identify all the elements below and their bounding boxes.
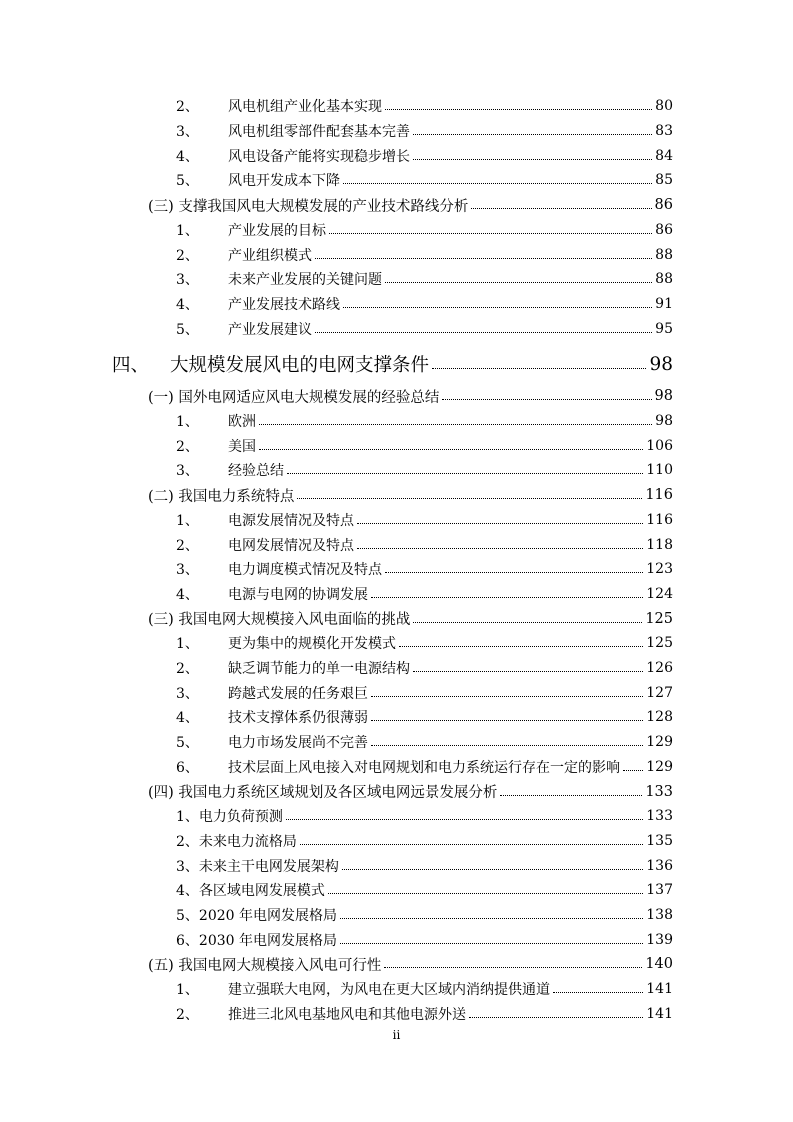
toc-section-entry[interactable] bbox=[146, 952, 673, 977]
toc-entry-number: 4、 bbox=[176, 296, 199, 313]
toc-entry-page: 133 bbox=[645, 783, 673, 800]
toc-entry-title: (三) 支撑我国风电大规模发展的产业技术路线分析 bbox=[148, 198, 469, 215]
dot-leader bbox=[259, 448, 643, 450]
toc-entry[interactable] bbox=[146, 853, 673, 878]
toc-entry[interactable] bbox=[146, 977, 673, 1002]
toc-entry[interactable] bbox=[146, 242, 673, 267]
toc-entry[interactable] bbox=[146, 631, 673, 656]
dot-leader bbox=[399, 645, 643, 647]
toc-entry-title: 缺乏调节能力的单一电源结构 bbox=[228, 661, 410, 678]
toc-entry-number: 3、 bbox=[176, 685, 199, 702]
toc-entry[interactable] bbox=[146, 557, 673, 582]
toc-entry-title: 电力调度模式情况及特点 bbox=[228, 562, 382, 579]
toc-entry-number: 2、 bbox=[176, 247, 199, 264]
toc-entry-page: 88 bbox=[655, 271, 673, 288]
toc-entry-title: 产业组织模式 bbox=[228, 247, 312, 264]
dot-leader bbox=[259, 423, 652, 425]
toc-entry-title: 风电机组零部件配套基本完善 bbox=[228, 124, 410, 141]
dot-leader bbox=[385, 108, 652, 110]
toc-entry-page: 125 bbox=[646, 635, 673, 652]
toc-entry[interactable] bbox=[146, 94, 673, 119]
toc-entry[interactable] bbox=[146, 582, 673, 607]
toc-entry-number: 1、 bbox=[176, 512, 199, 529]
page-number: ii bbox=[392, 1028, 401, 1042]
toc-entry[interactable] bbox=[146, 292, 673, 317]
toc-entry-title: 欧洲 bbox=[228, 414, 256, 431]
toc-entry-title: 1、电力负荷预测 bbox=[176, 809, 283, 826]
toc-entry-number: 2、 bbox=[176, 438, 199, 455]
dot-leader bbox=[315, 331, 652, 333]
toc-entry[interactable] bbox=[146, 409, 673, 434]
dot-leader bbox=[371, 744, 643, 746]
toc-entry-page: 135 bbox=[646, 832, 673, 849]
toc-entry-title: (三) 我国电网大规模接入风电面临的挑战 bbox=[148, 612, 411, 629]
dot-leader bbox=[300, 843, 643, 845]
toc-entry[interactable] bbox=[146, 143, 673, 168]
toc-entry-page: 95 bbox=[655, 320, 673, 337]
toc-entry[interactable] bbox=[146, 267, 673, 292]
toc-chapter-entry[interactable] bbox=[112, 350, 673, 378]
toc-entry-number: 5、 bbox=[176, 321, 199, 338]
toc-entry-title: 电力市场发展尚不完善 bbox=[228, 735, 368, 752]
toc-entry-page: 127 bbox=[646, 684, 673, 701]
toc-entry-page: 139 bbox=[646, 931, 673, 948]
toc-entry[interactable] bbox=[146, 804, 673, 829]
toc-entry-title: 推进三北风电基地风电和其他电源外送 bbox=[228, 1006, 466, 1023]
toc-entry[interactable] bbox=[146, 903, 673, 928]
toc-entry-number: 3、 bbox=[176, 463, 199, 480]
toc-entry-page: 80 bbox=[655, 98, 673, 115]
toc-entry-title: 电源发展情况及特点 bbox=[228, 512, 354, 529]
toc-entry-title: 6、2030 年电网发展格局 bbox=[176, 932, 337, 949]
toc-entry-title: 更为集中的规模化开发模式 bbox=[228, 636, 396, 653]
toc-entry-page: 98 bbox=[655, 413, 673, 430]
toc-entry-title: (五) 我国电网大规模接入风电可行性 bbox=[148, 957, 382, 974]
toc-section-entry[interactable] bbox=[146, 483, 673, 508]
toc-entry[interactable] bbox=[146, 316, 673, 341]
toc-entry-title: 建立强联大电网，为风电在更大区域内消纳提供通道 bbox=[228, 982, 550, 999]
toc-section-entry[interactable] bbox=[146, 606, 673, 631]
toc-entry-title: 产业发展建议 bbox=[228, 321, 312, 338]
toc-entry-number: 1、 bbox=[176, 222, 199, 239]
dot-leader bbox=[413, 158, 652, 160]
toc-entry-title: 风电开发成本下降 bbox=[228, 173, 340, 190]
toc-entry[interactable] bbox=[146, 1002, 673, 1027]
toc-entry-number: 3、 bbox=[176, 272, 199, 289]
dot-leader bbox=[297, 497, 642, 499]
toc-entry-page: 98 bbox=[649, 353, 673, 375]
toc-entry-title: 5、2020 年电网发展格局 bbox=[176, 908, 337, 925]
dot-leader bbox=[343, 182, 652, 184]
toc-entry-number: 2、 bbox=[176, 99, 199, 116]
dot-leader bbox=[371, 596, 643, 598]
toc-entry-number: 4、 bbox=[176, 586, 199, 603]
toc-chapter-title: 大规模发展风电的电网支撑条件 bbox=[170, 355, 430, 376]
dot-leader bbox=[315, 257, 652, 259]
toc-entry-page: 110 bbox=[646, 462, 673, 479]
toc-entry-page: 86 bbox=[655, 221, 673, 238]
dot-leader bbox=[287, 472, 643, 474]
toc-entry-title: 风电设备产能将实现稳步增长 bbox=[228, 148, 410, 165]
toc-entry-page: 106 bbox=[646, 437, 673, 454]
toc-entry[interactable] bbox=[146, 680, 673, 705]
toc-entry-number: 4、 bbox=[176, 148, 199, 165]
toc-entry-page: 123 bbox=[646, 561, 673, 578]
toc-entry-title: 技术层面上风电接入对电网规划和电力系统运行存在一定的影响 bbox=[228, 759, 620, 776]
toc-entry[interactable] bbox=[146, 730, 673, 755]
toc-entry-page: 126 bbox=[646, 660, 673, 677]
toc-section-entry[interactable] bbox=[146, 779, 673, 804]
toc-entry-number: 6、 bbox=[176, 759, 199, 776]
toc-entry-number: 3、 bbox=[176, 124, 199, 141]
toc-entry-number: 2、 bbox=[176, 537, 199, 554]
toc-entry-page: 141 bbox=[646, 1005, 673, 1022]
toc-entry-page: 137 bbox=[646, 882, 673, 899]
dot-leader bbox=[469, 1016, 643, 1018]
toc-entry-number: 5、 bbox=[176, 735, 199, 752]
dot-leader bbox=[413, 133, 652, 135]
toc-chapter-number: 四、 bbox=[112, 355, 150, 376]
toc-entry-page: 124 bbox=[646, 585, 673, 602]
toc-entry[interactable] bbox=[146, 458, 673, 483]
toc-entry-title: (四) 我国电力系统区域规划及各区域电网远景发展分析 bbox=[148, 785, 498, 802]
toc-entry-page: 86 bbox=[654, 197, 673, 214]
toc-entry-page: 141 bbox=[646, 981, 673, 998]
toc-entry-page: 136 bbox=[646, 857, 673, 874]
toc-entry[interactable] bbox=[146, 168, 673, 193]
toc-entry-title: 产业发展技术路线 bbox=[228, 296, 340, 313]
toc-entry-title: 4、各区域电网发展模式 bbox=[176, 883, 325, 900]
toc-entry[interactable] bbox=[146, 508, 673, 533]
dot-leader bbox=[553, 991, 643, 993]
dot-leader bbox=[442, 398, 651, 400]
dot-leader bbox=[371, 695, 643, 697]
dot-leader bbox=[471, 207, 651, 209]
dot-leader bbox=[413, 670, 643, 672]
toc-entry[interactable] bbox=[146, 119, 673, 144]
toc-entry[interactable] bbox=[146, 532, 673, 557]
toc-entry-title: 2、未来电力流格局 bbox=[176, 833, 297, 850]
toc-entry-title: 技术支撑体系仍很薄弱 bbox=[228, 710, 368, 727]
toc-entry[interactable] bbox=[146, 433, 673, 458]
toc-entry-title: (一) 国外电网适应风电大规模发展的经验总结 bbox=[148, 389, 440, 406]
toc-entry-number: 3、 bbox=[176, 562, 199, 579]
dot-leader bbox=[371, 719, 643, 721]
toc-entry-number: 2、 bbox=[176, 1006, 199, 1023]
toc-entry-title: 电源与电网的协调发展 bbox=[228, 586, 368, 603]
toc-entry-page: 128 bbox=[646, 709, 673, 726]
toc-entry-number: 4、 bbox=[176, 710, 199, 727]
toc-entry-number: 1、 bbox=[176, 414, 199, 431]
toc-entry-page: 91 bbox=[655, 295, 673, 312]
toc-entry-page: 140 bbox=[645, 956, 673, 973]
toc-entry-number: 2、 bbox=[176, 661, 199, 678]
toc-entry-page: 133 bbox=[646, 808, 673, 825]
toc-entry-title: 3、未来主干电网发展架构 bbox=[176, 858, 339, 875]
dot-leader bbox=[385, 281, 652, 283]
dot-leader bbox=[357, 547, 643, 549]
dot-leader bbox=[329, 232, 652, 234]
toc-entry-title: 美国 bbox=[228, 438, 256, 455]
dot-leader bbox=[432, 367, 646, 369]
toc-entry-number: 1、 bbox=[176, 636, 199, 653]
toc-entry-page: 129 bbox=[646, 758, 673, 775]
toc-entry-page: 88 bbox=[655, 246, 673, 263]
toc-entry-title: 经验总结 bbox=[228, 463, 284, 480]
toc-entry-number: 1、 bbox=[176, 982, 199, 999]
dot-leader bbox=[328, 892, 643, 894]
dot-leader bbox=[343, 306, 652, 308]
dot-leader bbox=[384, 966, 642, 968]
toc-entry-page: 85 bbox=[655, 172, 673, 189]
dot-leader bbox=[500, 794, 642, 796]
dot-leader bbox=[623, 769, 643, 771]
toc-entry-title: 未来产业发展的关键问题 bbox=[228, 272, 382, 289]
dot-leader bbox=[340, 917, 643, 919]
toc-entry[interactable] bbox=[146, 829, 673, 854]
toc-entry-page: 125 bbox=[645, 610, 673, 627]
toc-entry-page: 83 bbox=[655, 123, 673, 140]
toc-entry-page: 98 bbox=[654, 388, 673, 405]
toc-entry[interactable] bbox=[146, 755, 673, 780]
dot-leader bbox=[286, 818, 643, 820]
toc-entry-title: 电网发展情况及特点 bbox=[228, 537, 354, 554]
toc-entry-title: 风电机组产业化基本实现 bbox=[228, 99, 382, 116]
toc-entry[interactable] bbox=[146, 705, 673, 730]
toc-entry-page: 84 bbox=[655, 147, 673, 164]
toc-entry[interactable] bbox=[146, 218, 673, 243]
toc-entry-title: 产业发展的目标 bbox=[228, 222, 326, 239]
dot-leader bbox=[357, 522, 643, 524]
toc-entry[interactable] bbox=[146, 927, 673, 952]
toc-entry-title: (二) 我国电力系统特点 bbox=[148, 488, 295, 505]
toc-entry-page: 138 bbox=[646, 907, 673, 924]
toc-entry-page: 116 bbox=[645, 487, 673, 504]
toc-entry-number: 5、 bbox=[176, 173, 199, 190]
dot-leader bbox=[342, 868, 643, 870]
toc-entry-title: 跨越式发展的任务艰巨 bbox=[228, 685, 368, 702]
toc-section-entry[interactable] bbox=[146, 384, 673, 409]
toc-entry-page: 129 bbox=[646, 734, 673, 751]
toc-section-entry[interactable] bbox=[146, 193, 673, 218]
toc-entry[interactable] bbox=[146, 656, 673, 681]
dot-leader bbox=[413, 621, 642, 623]
dot-leader bbox=[385, 571, 643, 573]
toc-entry[interactable] bbox=[146, 878, 673, 903]
toc-entry-page: 118 bbox=[646, 536, 673, 553]
dot-leader bbox=[340, 942, 643, 944]
toc-entry-page: 116 bbox=[646, 511, 673, 528]
